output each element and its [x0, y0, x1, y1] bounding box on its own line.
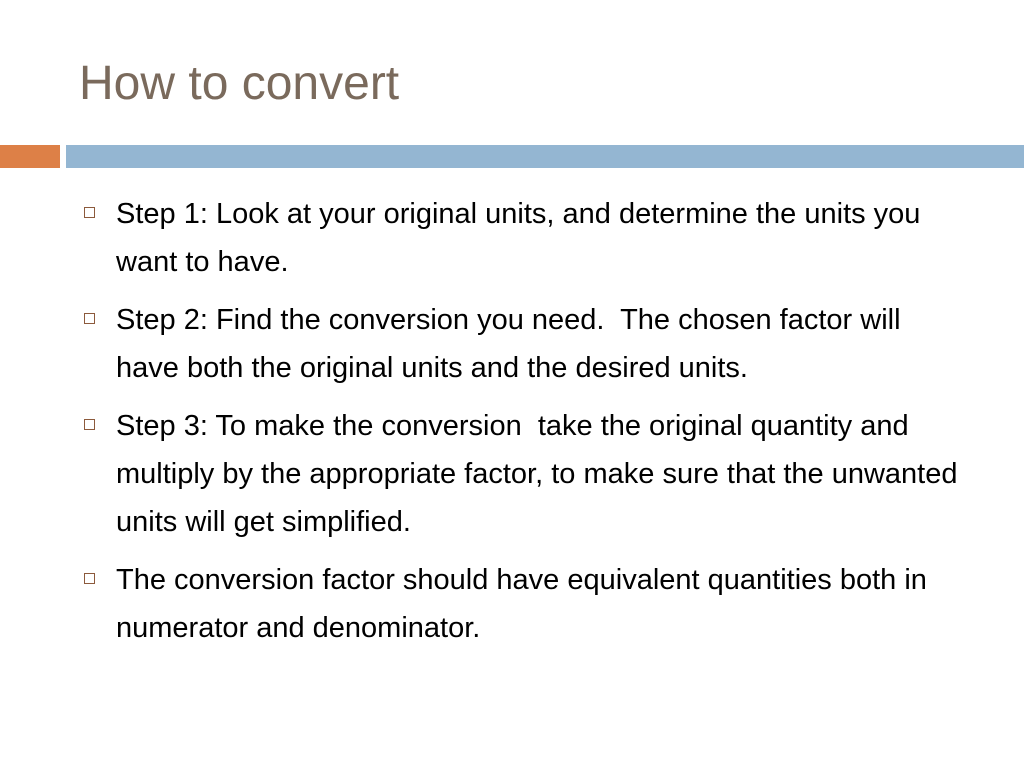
hollow-square-bullet-icon [84, 419, 95, 430]
bullet-item [80, 190, 960, 286]
bullet-text: Step 1: Look at your original units, and determine the units you want to have. [116, 198, 929, 278]
bullet-item [80, 402, 966, 546]
slide-title: How to convert [79, 57, 400, 110]
bullet-text: Step 2: Find the conversion you need. The chosen factor will have both the original units and the desired units. [116, 304, 909, 384]
bullet-text: Step 3: To make the conversion take the original quantity and multiply by the appropriate factor, to make sure that the unwanted units will get simplified. [116, 410, 966, 538]
hollow-square-bullet-icon [84, 573, 95, 584]
title-accent-orange-bar [0, 145, 60, 168]
bullet-list [80, 190, 966, 662]
hollow-square-bullet-icon [84, 207, 95, 218]
bullet-item [80, 296, 960, 392]
hollow-square-bullet-icon [84, 313, 95, 324]
title-accent-blue-bar [66, 145, 1024, 168]
bullet-item [80, 556, 960, 652]
bullet-text: The conversion factor should have equivalent quantities both in numerator and denominator. [116, 564, 935, 644]
